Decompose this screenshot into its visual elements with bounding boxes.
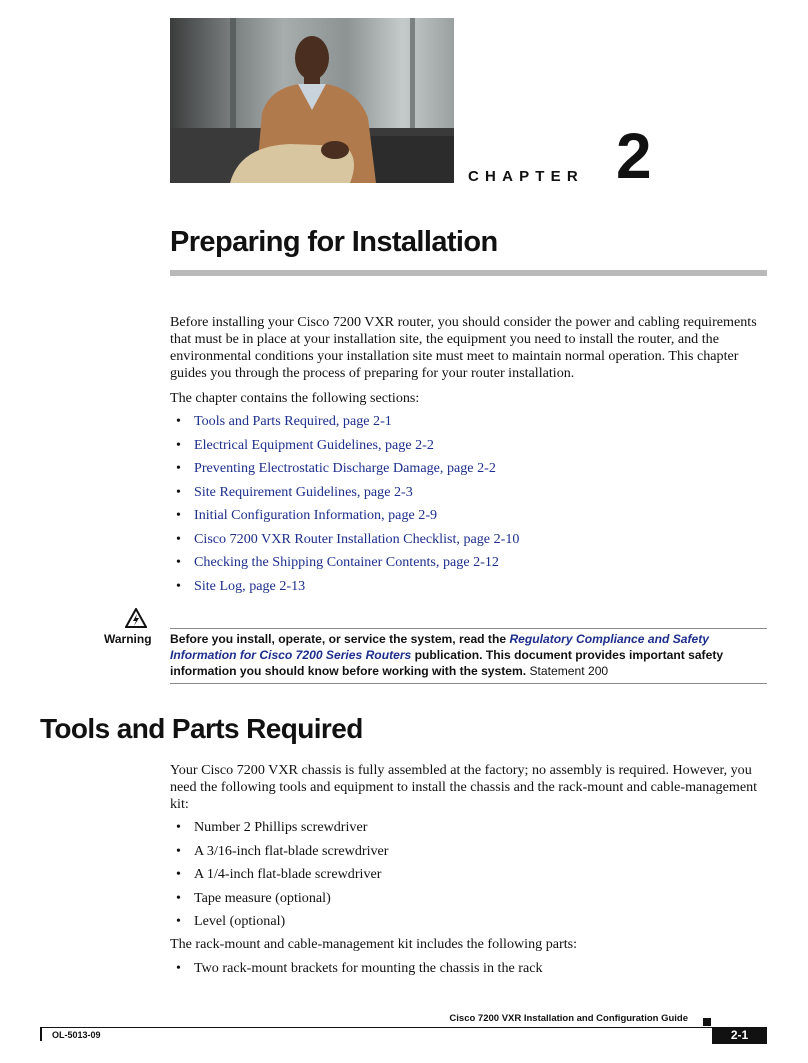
footer-marker (703, 1018, 711, 1026)
warning-statement: Statement 200 (526, 664, 609, 678)
page-number: 2-1 (712, 1027, 767, 1044)
regulatory-doc-link[interactable]: Regulatory Compliance and Safety Information for Cisco 7200 Series Routers (170, 632, 710, 662)
list-item: • A 3/16-inch flat-blade screwdriver (170, 843, 767, 867)
list-item: • Two rack-mount brackets for mounting the chassis in the rack (170, 960, 767, 984)
kit-parts-list (170, 960, 767, 984)
list-item (170, 554, 767, 578)
chapter-label: CHAPTER (468, 168, 584, 185)
chapter-photo (170, 18, 454, 183)
warning-bottom-rule (170, 683, 767, 684)
warning-text-lead: Before you install, operate, or service the system, read the (170, 632, 510, 646)
intro-paragraph: Before installing your Cisco 7200 VXR router, you should consider the power and cabling requirements that must be in place at your installation site, the equipment you need to install the router, and the environmental conditions your installation site must meet to maintain normal operation. This chapter guides you through the process of preparing for your router installation. (170, 314, 757, 381)
section-link-shipping[interactable]: Checking the Shipping Container Contents, page 2-12 (194, 554, 499, 570)
section-links-list (170, 413, 767, 601)
list-item (170, 413, 767, 437)
footer-guide-title: Cisco 7200 VXR Installation and Configuration Guide (449, 1013, 688, 1024)
page-title: Preparing for Installation (170, 226, 498, 258)
footer-rule (40, 1027, 767, 1028)
section-link-tools[interactable]: Tools and Parts Required, page 2-1 (194, 413, 392, 429)
list-item (170, 437, 767, 461)
warning-top-rule (170, 628, 767, 629)
section-link-site-requirements[interactable]: Site Requirement Guidelines, page 2-3 (194, 483, 413, 500)
section-link-initial-config[interactable]: Initial Configuration Information, page 2-9 (194, 507, 438, 523)
footer-tick (40, 1027, 42, 1041)
person-seated-illustration (170, 18, 454, 183)
list-item (170, 578, 767, 602)
section-link-electrical[interactable]: Electrical Equipment Guidelines, page 2-2 (194, 436, 434, 453)
list-item: • Level (optional) (170, 913, 767, 937)
list-item: • A 1/4-inch flat-blade screwdriver (170, 866, 767, 890)
list-item: • Tape measure (optional) (170, 890, 767, 914)
section-link-esd[interactable]: Preventing Electrostatic Discharge Damage, page 2-2 (194, 460, 496, 476)
footer-doc-id: OL-5013-09 (52, 1030, 101, 1040)
tools-paragraph: Your Cisco 7200 VXR chassis is fully assembled at the factory; no assembly is required. However, you need the following tools and equipment to install the chassis and the rack-mount and cable-management kit: (170, 762, 758, 812)
kit-lead: The rack-mount and cable-management kit includes the following parts: (170, 936, 578, 952)
list-item (170, 484, 767, 508)
warning-label: Warning (104, 632, 152, 646)
chapter-number: 2 (616, 120, 652, 192)
section-link-checklist[interactable]: Cisco 7200 VXR Router Installation Checklist, page 2-10 (194, 530, 520, 547)
list-item (170, 531, 767, 555)
sections-lead: The chapter contains the following sections: (170, 390, 420, 406)
section-link-site-log[interactable]: Site Log, page 2-13 (194, 577, 306, 594)
warning-text-trail: publication. This document provides important safety information you should know before working with the system. (170, 648, 724, 678)
list-item (170, 507, 767, 531)
section-heading-tools: Tools and Parts Required (40, 713, 363, 744)
title-rule (170, 270, 767, 276)
list-item (170, 460, 767, 484)
tools-list (170, 819, 767, 937)
warning-icon (125, 608, 147, 628)
list-item: • Number 2 Phillips screwdriver (170, 819, 767, 843)
warning-text (170, 631, 767, 679)
